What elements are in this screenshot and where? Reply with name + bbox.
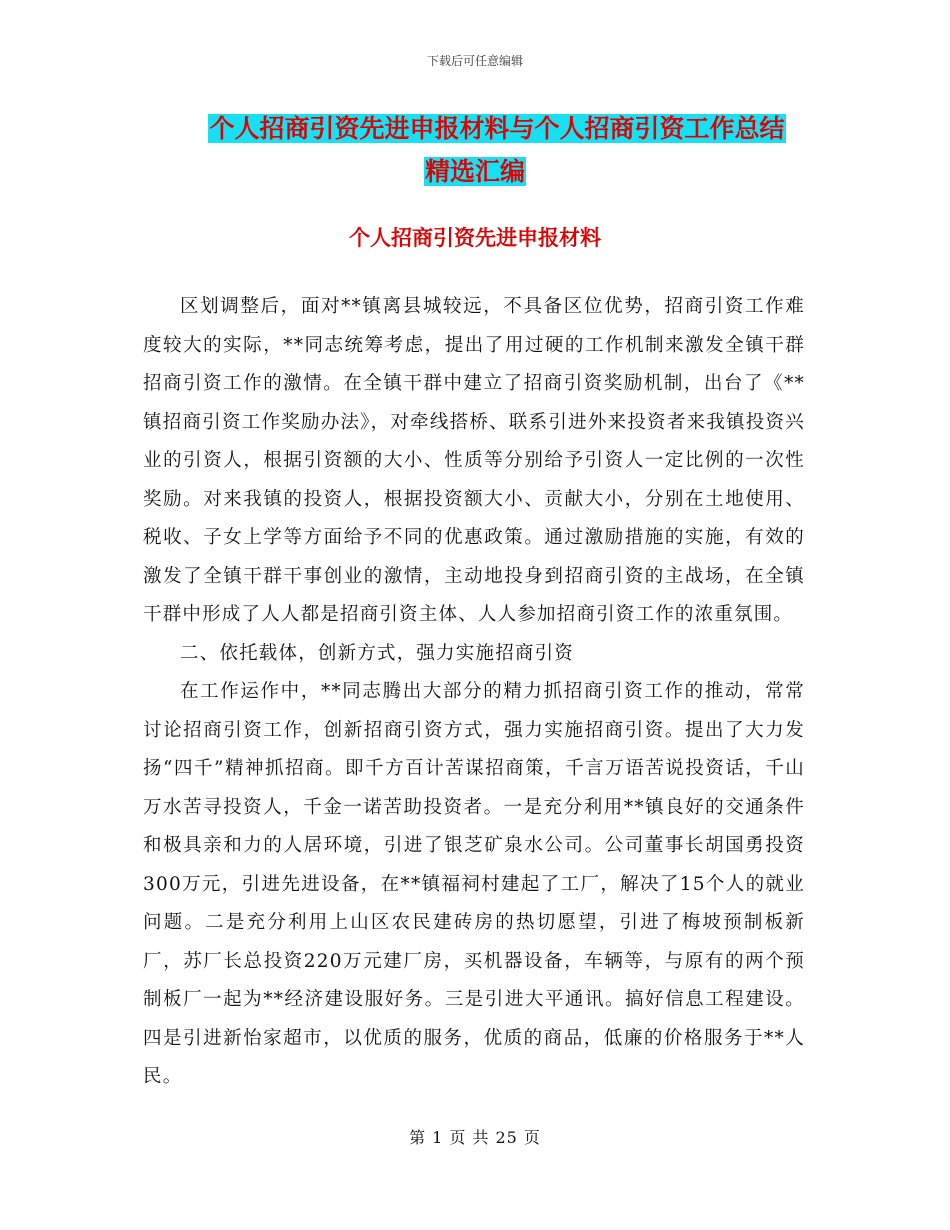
paragraph: 在工作运作中，**同志腾出大部分的精力抓招商引资工作的推动，常常讨论招商引资工作，创新招商引资方式，强力实施招商引资。提出了大力发扬“四千”精神抓招商。即千方百计苦谋招商策，千言万语苦说投资话，千山万水苦寻投资人，千金一诺苦助投资者。一是充分利用**镇良好的交通条件和极具亲和力的人居环境，引进了银芝矿泉水公司。公司董事长胡国勇投资300万元，引进先进设备，在**镇福祠村建起了工厂，解决了15个人的就业问题。二是充分利用上山区农民建砖房的热切愿望，引进了梅坡预制板新厂，苏厂长总投资220万元建厂房，买机器设备，车辆等，与原有的两个预制板厂一起为**经济建设服好务。三是引进大平通讯。搞好信息工程建设。四是引进新怡家超市，以优质的服务，优质的商品，低廉的价格服务于**人民。 xyxy=(143,681,805,1087)
document-title-line-1: 个人招商引资先进申报材料与个人招商引资工作总结 xyxy=(209,114,785,143)
footer-mid: 页 共 xyxy=(449,1128,490,1147)
footer-prefix: 第 xyxy=(409,1128,427,1147)
page-footer xyxy=(0,1125,950,1148)
document-body xyxy=(143,288,805,1097)
paragraph: 区划调整后，面对**镇离县城较远，不具备区位优势，招商引资工作难度较大的实际，**同志统筹考虑，提出了用过硬的工作机制来激发全镇干群招商引资工作的激情。在全镇干群中建立了招商引资奖励机制，出台了《**镇招商引资工作奖励办法》，对牵线搭桥、联系引进外来投资者来我镇投资兴业的引资人，根据引资额的大小、性质等分别给予引资人一定比例的一次性奖励。对来我镇的投资人，根据投资额大小、贡献大小，分别在土地使用、税收、子女上学等方面给予不同的优惠政策。通过激励措施的实施，有效的激发了全镇干群干事创业的激情，主动地投身到招商引资的主战场，在全镇干群中形成了人人都是招商引资主体、人人参加招商引资工作的浓重氛围。 xyxy=(143,296,805,625)
section-title: 个人招商引资先进申报材料 xyxy=(349,226,601,250)
document-title-line-2: 精选汇编 xyxy=(424,157,525,186)
paragraph-heading: 二、依托载体，创新方式，强力实施招商引资 xyxy=(180,642,575,664)
footer-suffix: 页 xyxy=(523,1128,541,1147)
header-note: 下载后可任意编辑 xyxy=(426,54,523,68)
page-number: 1 xyxy=(432,1128,444,1147)
page-total: 25 xyxy=(495,1128,518,1147)
